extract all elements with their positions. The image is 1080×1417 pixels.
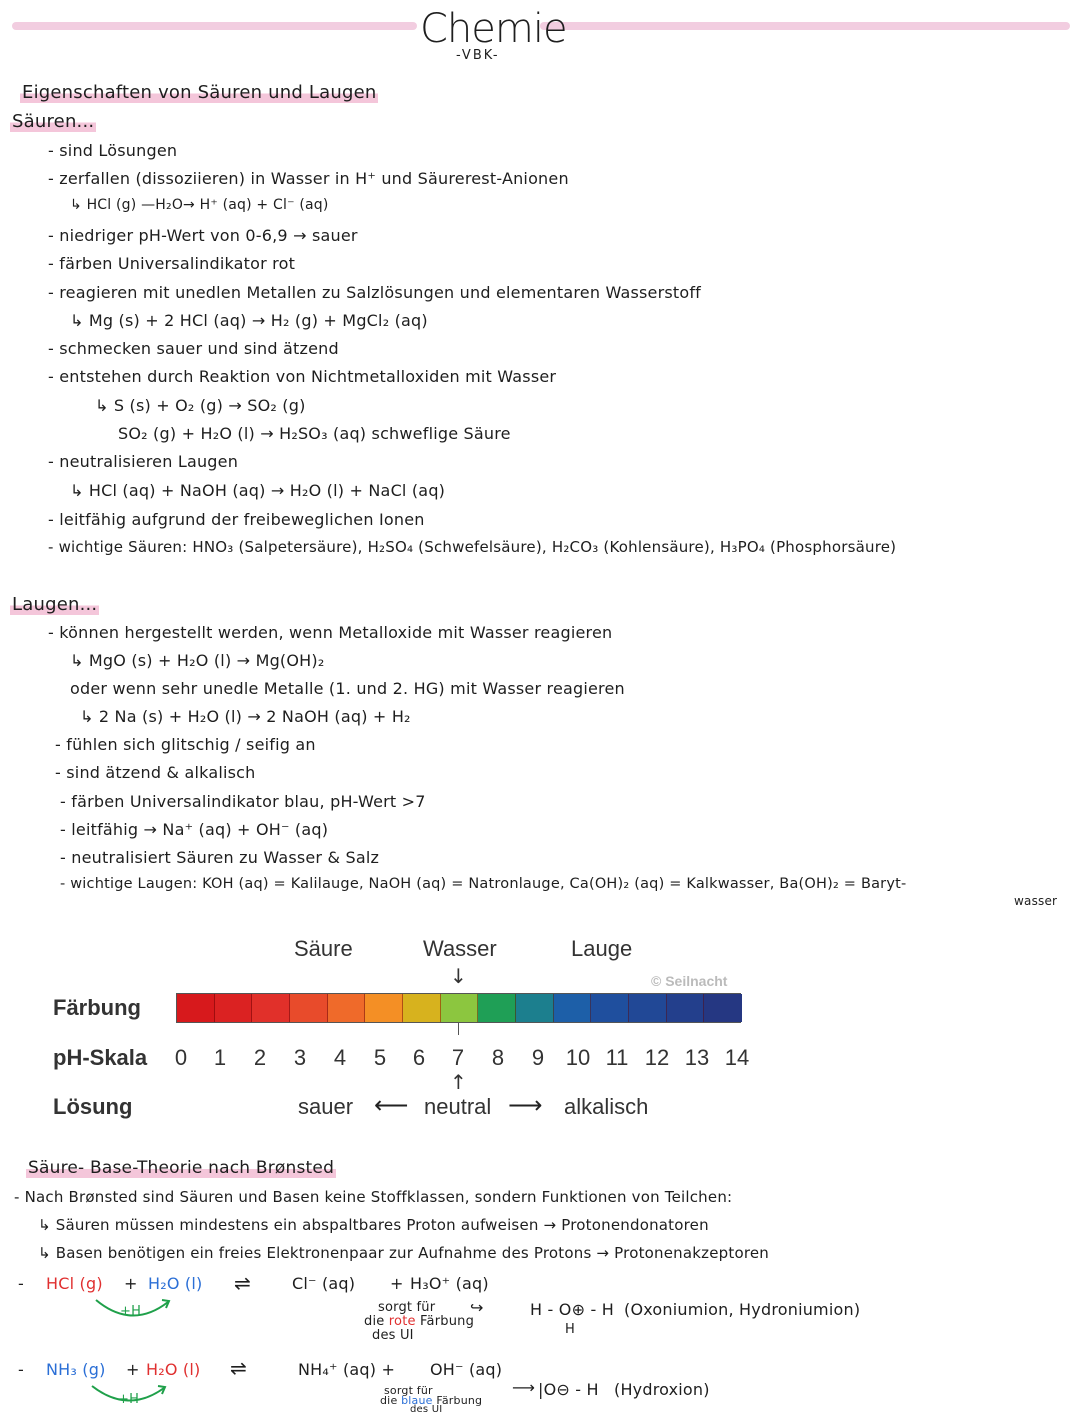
ph-number: 0: [174, 1045, 188, 1070]
section-heading-eigenschaften: Eigenschaften von Säuren und Laugen: [22, 82, 377, 103]
section-sub-laugen: Laugen...: [12, 594, 98, 615]
line: - wichtige Laugen: KOH (aq) = Kalilauge, NaOH (aq) = Natronlauge, Ca(OH)₂ (aq) = Kalkwasser, Ba(OH)₂ = Baryt-: [60, 876, 907, 892]
ph-number: 3: [293, 1045, 307, 1070]
line: ↳ HCl (g) —H₂O→ H⁺ (aq) + Cl⁻ (aq): [70, 197, 329, 213]
solution-sauer: sauer: [298, 1094, 354, 1119]
ph-color-cell: [441, 994, 479, 1022]
ph-number: 6: [412, 1045, 426, 1070]
ph-color-cell: [365, 994, 403, 1022]
line: - entstehen durch Reaktion von Nichtmetalloxiden mit Wasser: [48, 367, 557, 386]
ph-color-cell: [215, 994, 253, 1022]
solution-neutral: neutral: [424, 1094, 492, 1119]
line: - sind Lösungen: [48, 141, 178, 160]
line: - Nach Brønsted sind Säuren und Basen keine Stoffklassen, sondern Funktionen von Teilchen:: [14, 1188, 733, 1206]
line: - fühlen sich glitschig / seifig an: [55, 735, 316, 754]
line: - färben Universalindikator rot: [48, 254, 296, 273]
ph-number: 11: [605, 1045, 629, 1070]
line: ↳ Mg (s) + 2 HCl (aq) → H₂ (g) + MgCl₂ (aq): [70, 311, 428, 330]
header-line-left: [12, 22, 417, 30]
ph-color-cell: [328, 994, 366, 1022]
line: - neutralisiert Säuren zu Wasser & Salz: [60, 848, 380, 867]
line: ↳ MgO (s) + H₂O (l) → Mg(OH)₂: [70, 651, 325, 670]
line: - leitfähig → Na⁺ (aq) + OH⁻ (aq): [60, 820, 329, 839]
bullet: -: [18, 1274, 24, 1293]
ph-number: 2: [253, 1045, 267, 1070]
ph-color-cell: [252, 994, 290, 1022]
line: SO₂ (g) + H₂O (l) → H₂SO₃ (aq) schweflige Säure: [118, 424, 511, 443]
line: ↳ S (s) + O₂ (g) → SO₂ (g): [95, 396, 306, 415]
eq1-note-1: sorgt für: [378, 1300, 436, 1315]
line: - sind ätzend & alkalisch: [55, 763, 256, 782]
row-label-faerbung: Färbung: [53, 995, 141, 1020]
eq2-note-3: des UI: [410, 1404, 443, 1415]
eq2-note-2: die blaue Färbung: [380, 1394, 483, 1407]
eq2-oh: OH⁻ (aq): [430, 1360, 503, 1379]
line: ↳ Säuren müssen mindestens ein abspaltbares Proton aufweisen → Protonendonatoren: [38, 1216, 709, 1234]
eq1-plus: +: [124, 1274, 138, 1293]
section-sub-saeuren: Säuren...: [12, 111, 95, 132]
eq1-name: (Oxoniumion, Hydroniumion): [624, 1300, 861, 1319]
ph-number: 1: [213, 1045, 227, 1070]
ph-color-cell: [403, 994, 441, 1022]
ph-color-cell: [591, 994, 629, 1022]
line: ↳ Basen benötigen ein freies Elektronenpaar zur Aufnahme des Protons → Protonenakzeptoren: [38, 1244, 770, 1262]
scale-label-lauge: Lauge: [571, 936, 633, 961]
eq1-hcl: HCl (g): [46, 1274, 103, 1293]
watermark: © Seilnacht: [651, 973, 728, 989]
bullet: -: [18, 1360, 24, 1379]
eq1-h2o: H₂O (l): [148, 1274, 203, 1293]
line: ↳ HCl (aq) + NaOH (aq) → H₂O (l) + NaCl (aq): [70, 481, 446, 500]
eq2-h-label: +H: [118, 1392, 140, 1407]
ph-number: 4: [333, 1045, 347, 1070]
line: - wichtige Säuren: HNO₃ (Salpetersäure), H₂SO₄ (Schwefelsäure), H₂CO₃ (Kohlensäure), H₃PO₄ (Phosphorsäure): [48, 538, 897, 556]
eq2-structure: |O⊖ - H: [538, 1380, 599, 1399]
arrow-up-icon: ↑: [450, 1070, 467, 1094]
ph-number: 9: [531, 1045, 545, 1070]
page-title: Chemie: [420, 6, 567, 52]
eq1-structure: H - O⊕ - H: [530, 1300, 614, 1319]
line: wasser: [1014, 894, 1058, 908]
eq1-note-2: die rote Färbung: [364, 1314, 475, 1329]
page-subtitle: -VBK-: [456, 48, 500, 63]
eq2-name: (Hydroxion): [614, 1380, 710, 1399]
line: - schmecken sauer und sind ätzend: [48, 339, 339, 358]
eq1-structure-sub: H: [565, 1322, 575, 1337]
eq2-nh3: NH₃ (g): [46, 1360, 106, 1379]
line: - zerfallen (dissoziieren) in Wasser in H⁺ und Säurerest-Anionen: [48, 169, 569, 188]
ph-color-cell: [629, 994, 667, 1022]
line: oder wenn sehr unedle Metalle (1. und 2. HG) mit Wasser reagieren: [70, 679, 625, 698]
ph-color-cell: [554, 994, 592, 1022]
eq2-arrow-icon: ⟶: [512, 1378, 536, 1397]
line: - neutralisieren Laugen: [48, 452, 239, 471]
section-heading-broensted: Säure- Base-Theorie nach Brønsted: [28, 1158, 335, 1178]
row-label-loesung: Lösung: [53, 1094, 133, 1119]
line: - leitfähig aufgrund der freibeweglichen Ionen: [48, 510, 425, 529]
eq1-h3o: H₃O⁺ (aq): [410, 1274, 489, 1293]
arrow-right-icon: ⟶: [508, 1091, 543, 1119]
line: - reagieren mit unedlen Metallen zu Salzlösungen und elementaren Wasserstoff: [48, 283, 702, 302]
ph-color-bar: [176, 993, 741, 1023]
eq1-equilibrium-icon: ⇌: [234, 1271, 251, 1295]
ph-color-cell: [478, 994, 516, 1022]
ph-color-cell: [667, 994, 705, 1022]
eq1-h-label: +H: [120, 1304, 142, 1319]
row-label-ph-skala: pH-Skala: [53, 1045, 148, 1070]
ph-number: 14: [724, 1045, 750, 1070]
scale-label-wasser: Wasser: [423, 936, 497, 961]
scale-label-saeure: Säure: [294, 936, 353, 961]
ph-color-cell: [704, 994, 742, 1022]
eq2-plus: +: [126, 1360, 140, 1379]
eq2-h2o: H₂O (l): [146, 1360, 201, 1379]
eq1-cl: Cl⁻ (aq): [292, 1274, 356, 1293]
header-line-right: [540, 22, 1070, 30]
ph-number: 7: [451, 1045, 465, 1070]
ph-number: 13: [684, 1045, 710, 1070]
neutral-tick: [458, 1023, 459, 1035]
ph-number: 10: [565, 1045, 591, 1070]
arrow-down-icon: ↓: [450, 964, 467, 988]
line: - färben Universalindikator blau, pH-Wert >7: [60, 792, 426, 811]
ph-number: 8: [491, 1045, 505, 1070]
eq2-nh4: NH₄⁺ (aq) +: [298, 1360, 396, 1379]
eq1-plus2: +: [390, 1274, 404, 1293]
eq2-note-1: sorgt für: [384, 1384, 433, 1397]
ph-color-cell: [290, 994, 328, 1022]
line: ↳ 2 Na (s) + H₂O (l) → 2 NaOH (aq) + H₂: [80, 707, 411, 726]
ph-color-cell: [177, 994, 215, 1022]
ph-color-cell: [516, 994, 554, 1022]
ph-number: 12: [644, 1045, 670, 1070]
eq1-arrow-icon: ↪: [470, 1298, 484, 1317]
solution-alkalisch: alkalisch: [564, 1094, 649, 1119]
arrow-left-icon: ⟵: [374, 1091, 409, 1119]
line: - niedriger pH-Wert von 0-6,9 → sauer: [48, 226, 358, 245]
ph-number: 5: [373, 1045, 387, 1070]
eq1-note-3: des UI: [372, 1328, 414, 1343]
eq2-equilibrium-icon: ⇌: [230, 1356, 247, 1380]
line: - können hergestellt werden, wenn Metalloxide mit Wasser reagieren: [48, 623, 613, 642]
